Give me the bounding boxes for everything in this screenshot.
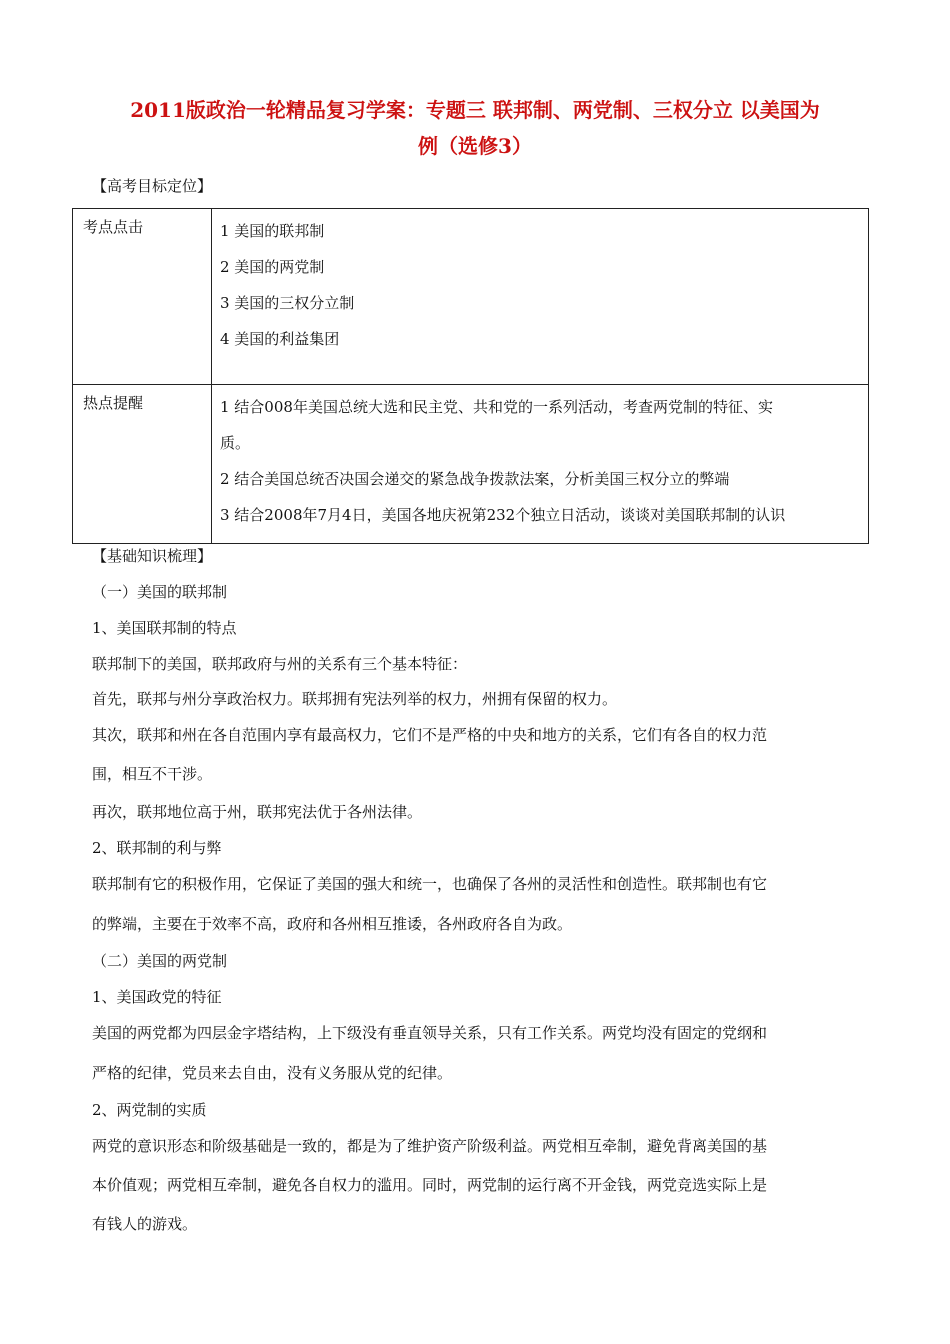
point-heading: 1、美国联邦制的特点 (92, 619, 237, 637)
paragraph-line: 围，相互不干涉。 (92, 765, 213, 783)
paragraph-line: 的弊端，主要在于效率不高，政府和各州相互推诿，各州政府各自为政。 (92, 915, 573, 933)
point-heading: 2、联邦制的利与弊 (92, 839, 222, 857)
paragraph-line: 联邦制下的美国，联邦政府与州的关系有三个基本特征： (92, 655, 468, 673)
table-row (73, 385, 869, 544)
paragraph-line: 其次，联邦和州在各自范围内享有最高权力，它们不是严格的中央和地方的关系，它们有各自的权力范 (92, 726, 768, 744)
paragraph-line: 有钱人的游戏。 (92, 1215, 198, 1233)
paragraph-line: 联邦制有它的积极作用，它保证了美国的强大和统一，也确保了各州的灵活性和创造性。联邦制也有它 (92, 875, 768, 893)
section-heading-basic: 【基础知识梳理】 (92, 547, 213, 565)
list-item: 3 美国的三权分立制 (220, 294, 355, 312)
paragraph-line: 本价值观；两党相互牵制，避免各自权力的滥用。同时，两党制的运行离不开金钱，两党竞选实际上是 (92, 1176, 768, 1194)
subsection-heading: （二）美国的两党制 (92, 952, 228, 970)
paragraph-line: 严格的纪律，党员来去自由，没有义务服从党的纪律。 (92, 1064, 453, 1082)
list-item: 2 结合美国总统否决国会递交的紧急战争拨款法案，分析美国三权分立的弊端 (220, 470, 730, 488)
point-heading: 1、美国政党的特征 (92, 988, 222, 1006)
target-table (72, 208, 869, 544)
section-heading-target: 【高考目标定位】 (92, 177, 213, 195)
paragraph-line: 两党的意识形态和阶级基础是一致的，都是为了维护资产阶级利益。两党相互牵制，避免背离美国的基 (92, 1137, 768, 1155)
list-item: 3 结合2008年7月4日，美国各地庆祝第232个独立日活动，谈谈对美国联邦制的认识 (220, 506, 786, 524)
list-item: 2 美国的两党制 (220, 258, 325, 276)
list-item: 4 美国的利益集团 (220, 330, 340, 348)
paragraph-line: 再次，联邦地位高于州，联邦宪法优于各州法律。 (92, 803, 423, 821)
list-item: 1 美国的联邦制 (220, 222, 325, 240)
table-cell-content (212, 385, 869, 544)
subsection-heading: （一）美国的联邦制 (92, 583, 228, 601)
title-line-1: 2011版政治一轮精品复习学案：专题三 联邦制、两党制、三权分立 以美国为 (130, 98, 820, 122)
table-row (73, 209, 869, 385)
document-title (80, 92, 870, 164)
paragraph-line: 美国的两党都为四层金字塔结构，上下级没有垂直领导关系，只有工作关系。两党均没有固定的党纲和 (92, 1024, 768, 1042)
table-cell-label: 热点提醒 (73, 385, 212, 544)
table-cell-content (212, 209, 869, 385)
point-heading: 2、两党制的实质 (92, 1101, 207, 1119)
paragraph-line: 首先，联邦与州分享政治权力。联邦拥有宪法列举的权力，州拥有保留的权力。 (92, 690, 618, 708)
list-item: 1 结合008年美国总统大选和民主党、共和党的一系列活动，考查两党制的特征、实 (220, 398, 773, 416)
title-line-2: 例（选修3） (418, 134, 532, 158)
list-item: 质。 (220, 434, 251, 452)
table-cell-label: 考点点击 (73, 209, 212, 385)
